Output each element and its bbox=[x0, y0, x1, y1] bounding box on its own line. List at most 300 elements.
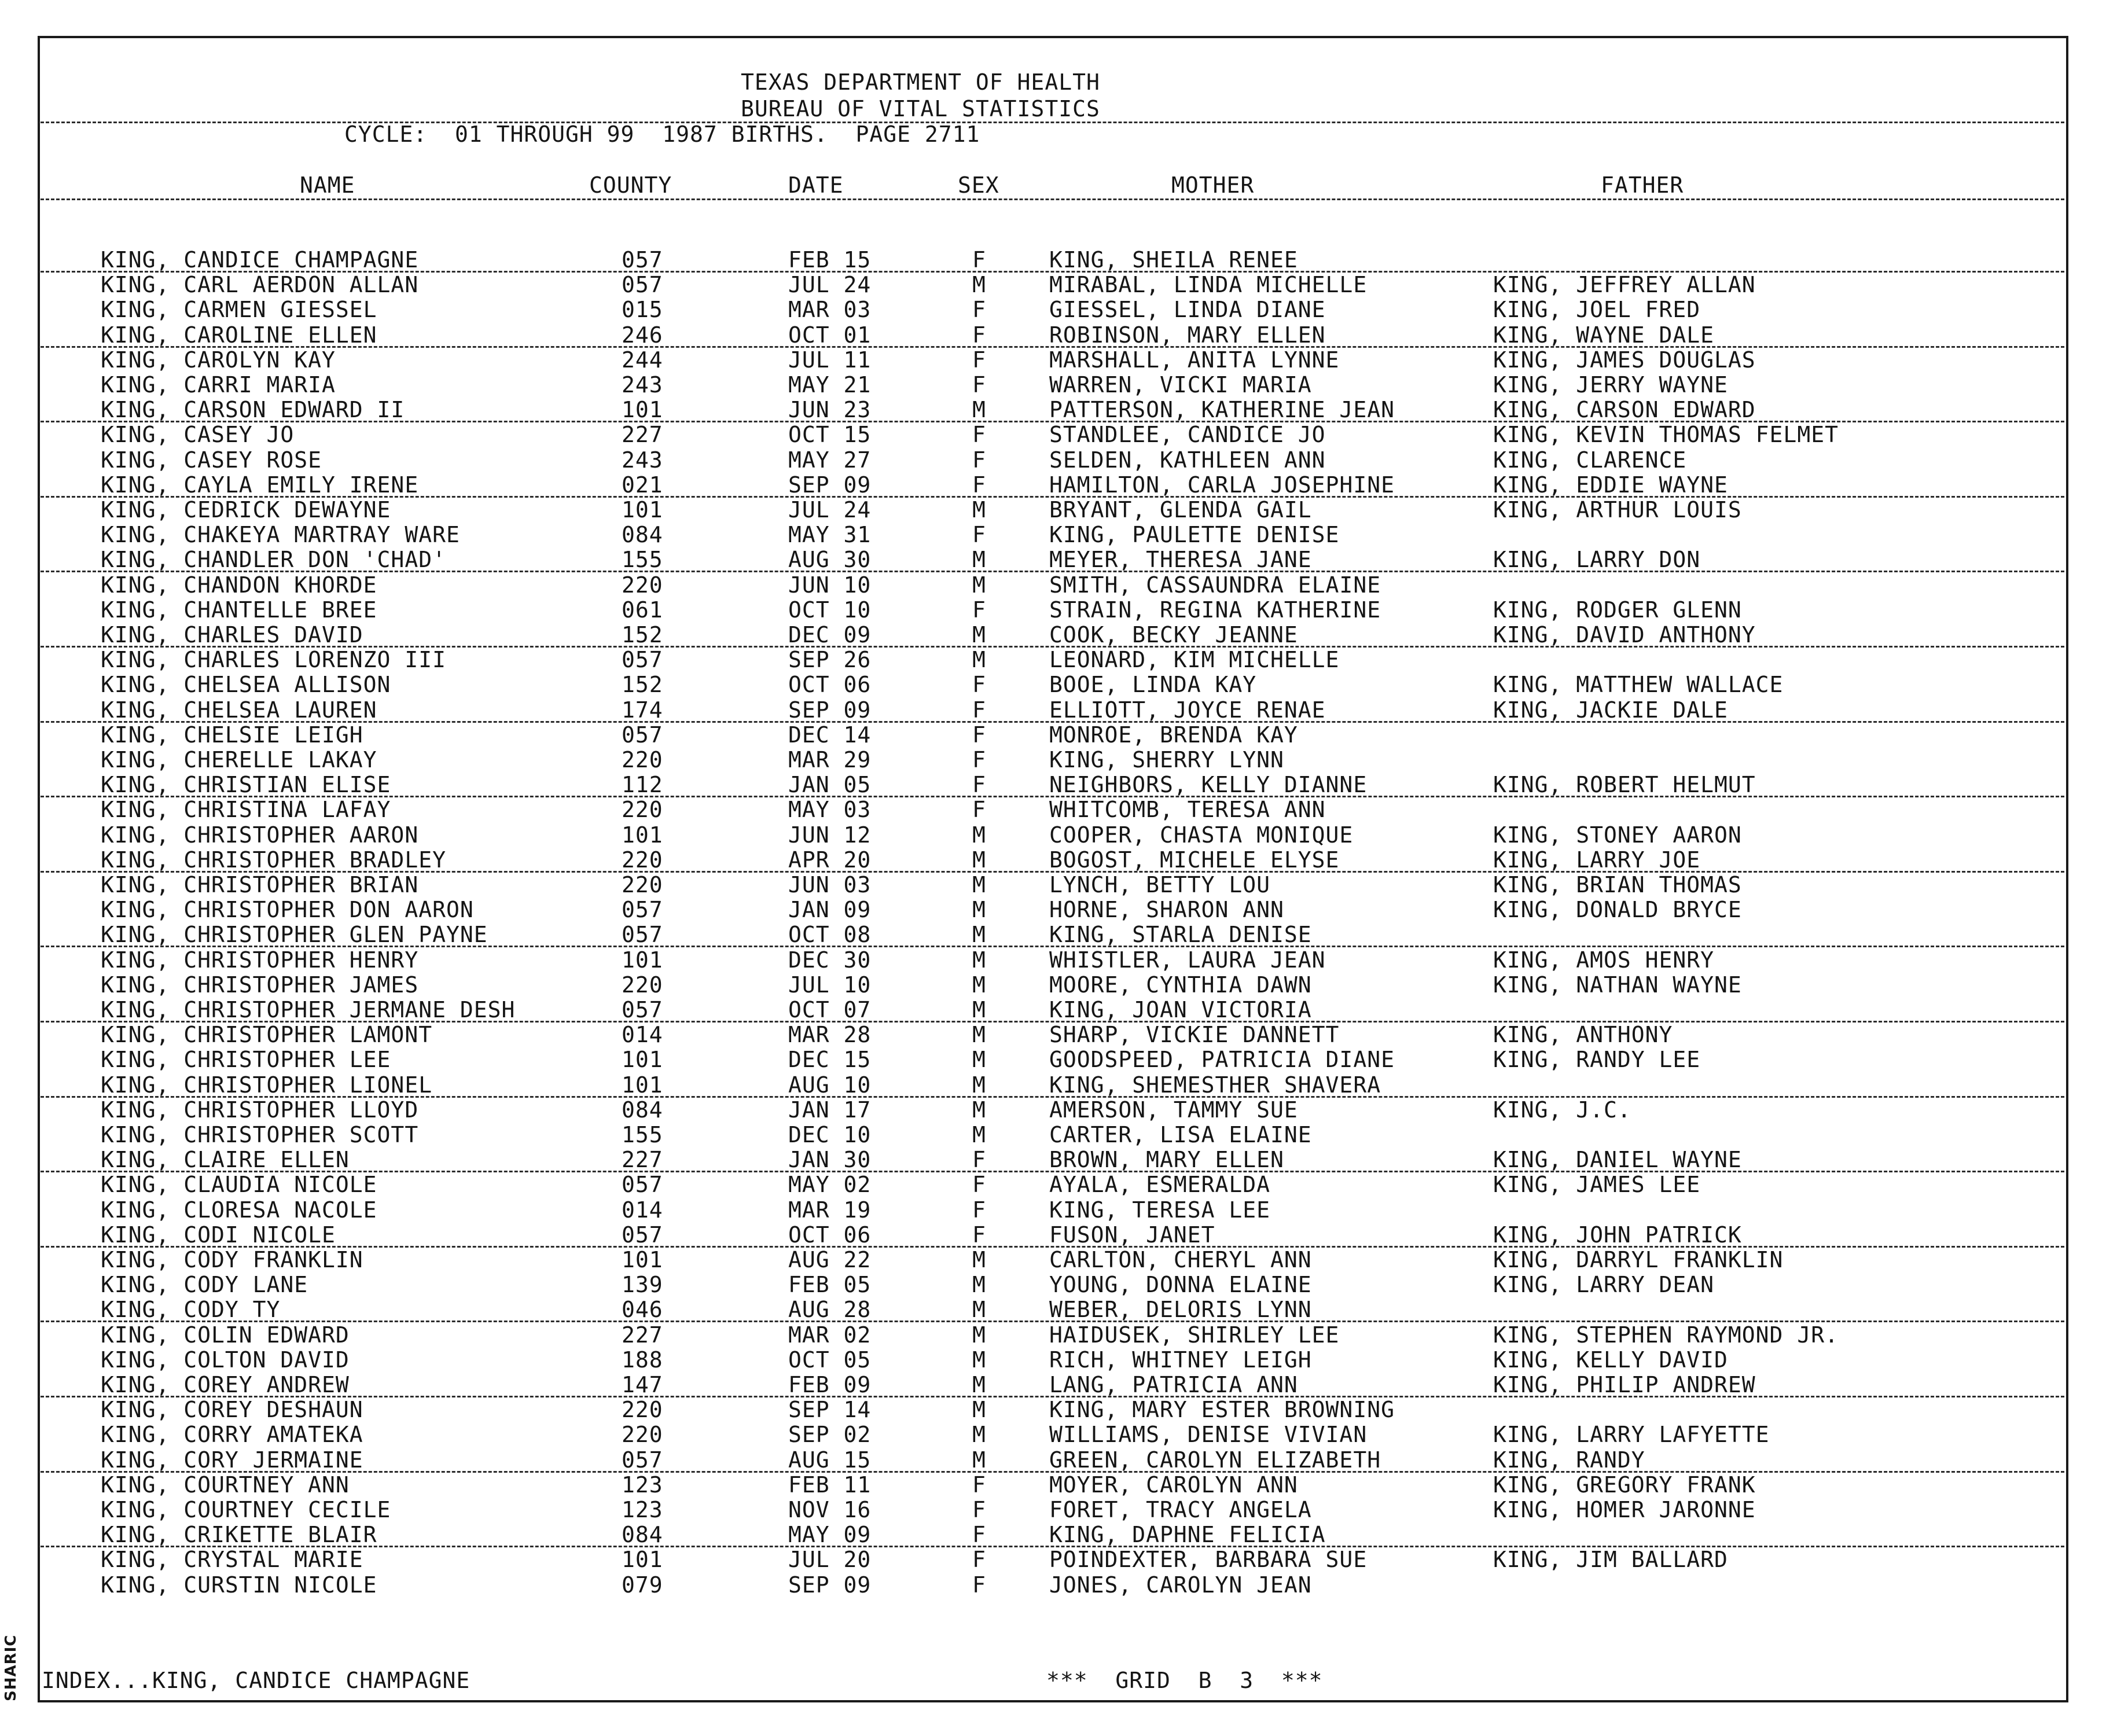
cell-mother: BROWN, MARY ELLEN bbox=[1049, 1147, 1284, 1173]
cell-date: JUN 03 bbox=[788, 872, 872, 898]
cell-name: KING, CRIKETTE BLAIR bbox=[101, 1522, 377, 1548]
cell-mother: AYALA, ESMERALDA bbox=[1049, 1172, 1271, 1198]
cell-name: KING, CARL AERDON ALLAN bbox=[101, 272, 419, 298]
cell-sex: F bbox=[972, 447, 986, 473]
cell-name: KING, CARRI MARIA bbox=[101, 372, 336, 398]
cell-mother: BOOE, LINDA KAY bbox=[1049, 672, 1257, 698]
table-row bbox=[0, 1272, 2106, 1297]
cell-date: OCT 06 bbox=[788, 1222, 872, 1248]
cell-name: KING, COREY DESHAUN bbox=[101, 1397, 363, 1423]
cell-mother: YOUNG, DONNA ELAINE bbox=[1049, 1272, 1312, 1298]
cell-county: 227 bbox=[622, 1322, 663, 1348]
cell-sex: M bbox=[972, 972, 986, 998]
cell-name: KING, CHRISTOPHER GLEN PAYNE bbox=[101, 922, 488, 948]
cell-date: AUG 28 bbox=[788, 1297, 872, 1323]
cell-father: KING, RANDY LEE bbox=[1493, 1047, 1701, 1073]
table-row bbox=[0, 1023, 2106, 1047]
table-row bbox=[0, 473, 2106, 498]
table-row bbox=[0, 998, 2106, 1023]
cell-mother: LANG, PATRICIA ANN bbox=[1049, 1372, 1298, 1397]
cell-mother: GOODSPEED, PATRICIA DIANE bbox=[1049, 1047, 1395, 1073]
cell-date: FEB 11 bbox=[788, 1472, 872, 1498]
col-header-father: FATHER bbox=[1601, 172, 1684, 198]
cell-county: 057 bbox=[622, 997, 663, 1023]
table-row bbox=[0, 1123, 2106, 1147]
cell-father: KING, CLARENCE bbox=[1493, 447, 1687, 473]
cell-date: MAY 02 bbox=[788, 1172, 872, 1198]
cell-mother: BOGOST, MICHELE ELYSE bbox=[1049, 847, 1340, 873]
cell-name: KING, CHRISTOPHER JERMANE DESH bbox=[101, 997, 516, 1023]
cell-county: 084 bbox=[622, 1522, 663, 1548]
cell-county: 220 bbox=[622, 747, 663, 773]
cell-sex: F bbox=[972, 1472, 986, 1498]
cell-name: KING, COLTON DAVID bbox=[101, 1347, 350, 1373]
cell-sex: M bbox=[972, 897, 986, 923]
cell-date: JAN 30 bbox=[788, 1147, 872, 1173]
cell-name: KING, CHRISTOPHER LEE bbox=[101, 1047, 391, 1073]
cell-county: 057 bbox=[622, 647, 663, 673]
table-row bbox=[0, 297, 2106, 322]
table-row bbox=[0, 1348, 2106, 1373]
cell-father: KING, ANTHONY bbox=[1493, 1022, 1673, 1048]
cell-father: KING, JIM BALLARD bbox=[1493, 1547, 1728, 1573]
cell-mother: WILLIAMS, DENISE VIVIAN bbox=[1049, 1422, 1368, 1448]
cell-sex: F bbox=[972, 347, 986, 373]
col-header-date: DATE bbox=[788, 172, 844, 198]
cell-sex: F bbox=[972, 1522, 986, 1548]
cell-sex: F bbox=[972, 747, 986, 773]
table-row bbox=[0, 1297, 2106, 1322]
header-subtitle: BUREAU OF VITAL STATISTICS bbox=[741, 96, 1100, 122]
cell-sex: M bbox=[972, 547, 986, 573]
cell-father: KING, PHILIP ANDREW bbox=[1493, 1372, 1756, 1397]
footer-grid: *** GRID B 3 *** bbox=[1046, 1668, 1323, 1693]
cell-mother: HAMILTON, CARLA JOSEPHINE bbox=[1049, 472, 1395, 498]
cell-father: KING, STEPHEN RAYMOND JR. bbox=[1493, 1322, 1839, 1348]
cell-date: AUG 10 bbox=[788, 1072, 872, 1098]
cell-date: MAR 19 bbox=[788, 1197, 872, 1223]
cell-sex: F bbox=[972, 472, 986, 498]
cell-sex: F bbox=[972, 1197, 986, 1223]
table-row bbox=[0, 273, 2106, 297]
cell-date: OCT 01 bbox=[788, 322, 872, 348]
table-row bbox=[0, 1373, 2106, 1397]
cell-mother: AMERSON, TAMMY SUE bbox=[1049, 1097, 1298, 1123]
cell-sex: M bbox=[972, 872, 986, 898]
cell-date: MAR 02 bbox=[788, 1322, 872, 1348]
cell-father: KING, MATTHEW WALLACE bbox=[1493, 672, 1784, 698]
table-row bbox=[0, 448, 2106, 473]
cell-name: KING, CODY FRANKLIN bbox=[101, 1247, 363, 1272]
cell-county: 227 bbox=[622, 422, 663, 448]
cell-mother: KING, MARY ESTER BROWNING bbox=[1049, 1397, 1395, 1423]
cell-mother: KING, JOAN VICTORIA bbox=[1049, 997, 1312, 1023]
cell-sex: M bbox=[972, 1047, 986, 1073]
table-row bbox=[0, 573, 2106, 598]
table-row bbox=[0, 1073, 2106, 1098]
cell-county: 101 bbox=[622, 1547, 663, 1573]
column-header-rule bbox=[41, 198, 2064, 200]
cell-name: KING, CHRISTINA LAFAY bbox=[101, 797, 391, 823]
cell-date: AUG 30 bbox=[788, 547, 872, 573]
cell-sex: M bbox=[972, 1347, 986, 1373]
cell-mother: KING, SHERRY LYNN bbox=[1049, 747, 1284, 773]
cell-name: KING, CHRISTIAN ELISE bbox=[101, 772, 391, 798]
cell-county: 057 bbox=[622, 272, 663, 298]
table-row bbox=[0, 898, 2106, 922]
cell-father: KING, J.C. bbox=[1493, 1097, 1631, 1123]
table-row bbox=[0, 1223, 2106, 1248]
cell-mother: POINDEXTER, BARBARA SUE bbox=[1049, 1547, 1368, 1573]
cell-county: 101 bbox=[622, 822, 663, 848]
table-row bbox=[0, 748, 2106, 773]
cell-name: KING, CEDRICK DEWAYNE bbox=[101, 497, 391, 523]
cell-date: JAN 09 bbox=[788, 897, 872, 923]
cell-county: 220 bbox=[622, 797, 663, 823]
cell-mother: SMITH, CASSAUNDRA ELAINE bbox=[1049, 572, 1381, 598]
cell-father: KING, KEVIN THOMAS FELMET bbox=[1493, 422, 1839, 448]
cell-county: 101 bbox=[622, 1047, 663, 1073]
table-row bbox=[0, 598, 2106, 623]
cell-county: 123 bbox=[622, 1497, 663, 1522]
cell-name: KING, CODY LANE bbox=[101, 1272, 308, 1298]
table-row bbox=[0, 1198, 2106, 1223]
cell-mother: KING, SHEILA RENEE bbox=[1049, 247, 1298, 273]
table-row bbox=[0, 797, 2106, 822]
table-row bbox=[0, 1422, 2106, 1447]
cell-name: KING, CARSON EDWARD II bbox=[101, 397, 405, 423]
cell-mother: GIESSEL, LINDA DIANE bbox=[1049, 297, 1326, 323]
header-title: TEXAS DEPARTMENT OF HEALTH bbox=[741, 69, 1100, 95]
cell-name: KING, CHRISTOPHER LAMONT bbox=[101, 1022, 433, 1048]
cell-county: 244 bbox=[622, 347, 663, 373]
cell-date: DEC 30 bbox=[788, 947, 872, 973]
cell-date: SEP 09 bbox=[788, 697, 872, 723]
cell-date: JUL 10 bbox=[788, 972, 872, 998]
cell-date: JUN 12 bbox=[788, 822, 872, 848]
cell-father: KING, JOHN PATRICK bbox=[1493, 1222, 1742, 1248]
table-row bbox=[0, 398, 2106, 422]
cell-county: 243 bbox=[622, 372, 663, 398]
cell-sex: F bbox=[972, 1147, 986, 1173]
table-row bbox=[0, 623, 2106, 648]
cell-name: KING, CHRISTOPHER BRADLEY bbox=[101, 847, 446, 873]
cell-mother: HAIDUSEK, SHIRLEY LEE bbox=[1049, 1322, 1340, 1348]
cell-sex: M bbox=[972, 1247, 986, 1272]
cell-county: 021 bbox=[622, 472, 663, 498]
table-row bbox=[0, 1448, 2106, 1473]
cell-date: MAY 09 bbox=[788, 1522, 872, 1548]
cell-sex: M bbox=[972, 572, 986, 598]
cell-county: 014 bbox=[622, 1197, 663, 1223]
cell-mother: BRYANT, GLENDA GAIL bbox=[1049, 497, 1312, 523]
cell-date: JUL 11 bbox=[788, 347, 872, 373]
cell-sex: M bbox=[972, 922, 986, 948]
cell-father: KING, DAVID ANTHONY bbox=[1493, 622, 1756, 648]
cell-name: KING, COLIN EDWARD bbox=[101, 1322, 350, 1348]
cell-father: KING, JACKIE DALE bbox=[1493, 697, 1728, 723]
cell-name: KING, CHELSEA LAUREN bbox=[101, 697, 377, 723]
cell-father: KING, GREGORY FRANK bbox=[1493, 1472, 1756, 1498]
cell-sex: F bbox=[972, 597, 986, 623]
cell-father: KING, ARTHUR LOUIS bbox=[1493, 497, 1742, 523]
cell-sex: F bbox=[972, 1222, 986, 1248]
cell-name: KING, CHRISTOPHER BRIAN bbox=[101, 872, 419, 898]
table-row bbox=[0, 1172, 2106, 1197]
cell-county: 101 bbox=[622, 497, 663, 523]
cell-date: MAY 21 bbox=[788, 372, 872, 398]
cell-county: 112 bbox=[622, 772, 663, 798]
cell-sex: M bbox=[972, 947, 986, 973]
cell-county: 220 bbox=[622, 847, 663, 873]
cell-sex: F bbox=[972, 672, 986, 698]
cell-county: 057 bbox=[622, 897, 663, 923]
cell-mother: COOPER, CHASTA MONIQUE bbox=[1049, 822, 1354, 848]
cell-father: KING, LARRY DEAN bbox=[1493, 1272, 1715, 1298]
cell-county: 220 bbox=[622, 972, 663, 998]
cell-mother: NEIGHBORS, KELLY DIANNE bbox=[1049, 772, 1368, 798]
cell-date: OCT 08 bbox=[788, 922, 872, 948]
cell-mother: RICH, WHITNEY LEIGH bbox=[1049, 1347, 1312, 1373]
footer-index: INDEX...KING, CANDICE CHAMPAGNE bbox=[42, 1668, 471, 1693]
cell-sex: F bbox=[972, 422, 986, 448]
cell-mother: MARSHALL, ANITA LYNNE bbox=[1049, 347, 1340, 373]
cell-mother: KING, STARLA DENISE bbox=[1049, 922, 1312, 948]
cell-mother: COOK, BECKY JEANNE bbox=[1049, 622, 1298, 648]
cell-sex: M bbox=[972, 847, 986, 873]
cell-name: KING, COURTNEY ANN bbox=[101, 1472, 350, 1498]
cell-county: 101 bbox=[622, 1247, 663, 1272]
cell-county: 061 bbox=[622, 597, 663, 623]
cell-mother: ELLIOTT, JOYCE RENAE bbox=[1049, 697, 1326, 723]
cell-mother: ROBINSON, MARY ELLEN bbox=[1049, 322, 1326, 348]
cell-sex: M bbox=[972, 1447, 986, 1473]
cell-sex: F bbox=[972, 297, 986, 323]
cell-name: KING, CHAKEYA MARTRAY WARE bbox=[101, 522, 460, 548]
cell-county: 015 bbox=[622, 297, 663, 323]
table-row bbox=[0, 672, 2106, 697]
cell-county: 084 bbox=[622, 1097, 663, 1123]
cell-mother: GREEN, CAROLYN ELIZABETH bbox=[1049, 1447, 1381, 1473]
cell-date: SEP 26 bbox=[788, 647, 872, 673]
cell-sex: M bbox=[972, 997, 986, 1023]
cell-date: JUL 20 bbox=[788, 1547, 872, 1573]
cell-sex: M bbox=[972, 1322, 986, 1348]
cell-sex: F bbox=[972, 1172, 986, 1198]
table-row bbox=[0, 848, 2106, 873]
table-row bbox=[0, 1547, 2106, 1572]
cell-county: 057 bbox=[622, 247, 663, 273]
cell-county: 227 bbox=[622, 1147, 663, 1173]
cell-name: KING, CHELSIE LEIGH bbox=[101, 722, 363, 748]
cell-mother: FUSON, JANET bbox=[1049, 1222, 1215, 1248]
cell-county: 155 bbox=[622, 547, 663, 573]
table-row bbox=[0, 498, 2106, 523]
cell-father: KING, JERRY WAYNE bbox=[1493, 372, 1728, 398]
cell-county: 220 bbox=[622, 1397, 663, 1423]
table-row bbox=[0, 773, 2106, 797]
cell-county: 057 bbox=[622, 1222, 663, 1248]
cell-name: KING, CHANTELLE BREE bbox=[101, 597, 377, 623]
cell-county: 155 bbox=[622, 1122, 663, 1147]
cell-name: KING, CAYLA EMILY IRENE bbox=[101, 472, 419, 498]
cell-date: SEP 14 bbox=[788, 1397, 872, 1423]
cell-mother: WEBER, DELORIS LYNN bbox=[1049, 1297, 1312, 1323]
cell-date: OCT 05 bbox=[788, 1347, 872, 1373]
cell-county: 101 bbox=[622, 1072, 663, 1098]
cell-date: SEP 02 bbox=[788, 1422, 872, 1448]
cell-father: KING, JAMES LEE bbox=[1493, 1172, 1701, 1198]
cell-mother: WHITCOMB, TERESA ANN bbox=[1049, 797, 1326, 823]
cell-date: JUN 23 bbox=[788, 397, 872, 423]
cell-county: 101 bbox=[622, 397, 663, 423]
table-row bbox=[0, 248, 2106, 273]
cell-sex: M bbox=[972, 1072, 986, 1098]
cell-mother: LYNCH, BETTY LOU bbox=[1049, 872, 1271, 898]
cell-date: FEB 09 bbox=[788, 1372, 872, 1397]
cell-name: KING, CHANDLER DON 'CHAD' bbox=[101, 547, 446, 573]
cell-name: KING, CASEY JO bbox=[101, 422, 295, 448]
cell-father: KING, JAMES DOUGLAS bbox=[1493, 347, 1756, 373]
table-row bbox=[0, 523, 2106, 547]
cell-father: KING, HOMER JARONNE bbox=[1493, 1497, 1756, 1522]
cell-name: KING, CANDICE CHAMPAGNE bbox=[101, 247, 419, 273]
cell-county: 152 bbox=[622, 622, 663, 648]
cell-mother: MOORE, CYNTHIA DAWN bbox=[1049, 972, 1312, 998]
cell-sex: F bbox=[972, 797, 986, 823]
cell-county: 220 bbox=[622, 572, 663, 598]
cell-sex: M bbox=[972, 1122, 986, 1147]
cell-county: 246 bbox=[622, 322, 663, 348]
cell-name: KING, CHRISTOPHER SCOTT bbox=[101, 1122, 419, 1147]
cell-sex: M bbox=[972, 1422, 986, 1448]
cell-county: 101 bbox=[622, 947, 663, 973]
cell-name: KING, CHARLES DAVID bbox=[101, 622, 363, 648]
cell-sex: F bbox=[972, 1497, 986, 1522]
cell-county: 243 bbox=[622, 447, 663, 473]
cell-county: 046 bbox=[622, 1297, 663, 1323]
cell-date: SEP 09 bbox=[788, 472, 872, 498]
cell-date: MAY 03 bbox=[788, 797, 872, 823]
cell-father: KING, NATHAN WAYNE bbox=[1493, 972, 1742, 998]
cell-county: 084 bbox=[622, 522, 663, 548]
cell-county: 174 bbox=[622, 697, 663, 723]
cell-father: KING, BRIAN THOMAS bbox=[1493, 872, 1742, 898]
cell-sex: F bbox=[972, 522, 986, 548]
cell-father: KING, CARSON EDWARD bbox=[1493, 397, 1756, 423]
cell-name: KING, COURTNEY CECILE bbox=[101, 1497, 391, 1522]
cell-county: 220 bbox=[622, 1422, 663, 1448]
cell-date: JUL 24 bbox=[788, 497, 872, 523]
table-row bbox=[0, 1147, 2106, 1172]
cell-name: KING, CHRISTOPHER JAMES bbox=[101, 972, 419, 998]
header-cycle: CYCLE: 01 THROUGH 99 1987 BIRTHS. PAGE 2711 bbox=[344, 122, 980, 147]
cell-name: KING, CAROLYN KAY bbox=[101, 347, 336, 373]
cell-father: KING, LARRY JOE bbox=[1493, 847, 1701, 873]
cell-date: MAR 29 bbox=[788, 747, 872, 773]
cell-mother: FORET, TRACY ANGELA bbox=[1049, 1497, 1312, 1522]
cell-county: 139 bbox=[622, 1272, 663, 1298]
cell-date: OCT 06 bbox=[788, 672, 872, 698]
cell-date: FEB 05 bbox=[788, 1272, 872, 1298]
cell-father: KING, LARRY DON bbox=[1493, 547, 1701, 573]
cell-mother: LEONARD, KIM MICHELLE bbox=[1049, 647, 1340, 673]
cell-date: MAR 28 bbox=[788, 1022, 872, 1048]
cell-father: KING, JOEL FRED bbox=[1493, 297, 1701, 323]
table-row bbox=[0, 648, 2106, 672]
cell-mother: STANDLEE, CANDICE JO bbox=[1049, 422, 1326, 448]
cell-county: 057 bbox=[622, 722, 663, 748]
cell-name: KING, CASEY ROSE bbox=[101, 447, 322, 473]
cell-mother: KING, TERESA LEE bbox=[1049, 1197, 1271, 1223]
table-row bbox=[0, 1573, 2106, 1598]
cell-father: KING, LARRY LAFYETTE bbox=[1493, 1422, 1770, 1448]
cell-sex: M bbox=[972, 647, 986, 673]
cell-name: KING, CAROLINE ELLEN bbox=[101, 322, 377, 348]
cell-mother: SHARP, VICKIE DANNETT bbox=[1049, 1022, 1340, 1048]
table-row bbox=[0, 323, 2106, 348]
cell-date: MAY 31 bbox=[788, 522, 872, 548]
cell-father: KING, STONEY AARON bbox=[1493, 822, 1742, 848]
cell-date: FEB 15 bbox=[788, 247, 872, 273]
cell-date: DEC 14 bbox=[788, 722, 872, 748]
side-label: SHARIC bbox=[2, 1634, 20, 1701]
table-row bbox=[0, 1522, 2106, 1547]
cell-name: KING, CHRISTOPHER DON AARON bbox=[101, 897, 474, 923]
cell-name: KING, CLAIRE ELLEN bbox=[101, 1147, 350, 1173]
cell-sex: F bbox=[972, 247, 986, 273]
cell-name: KING, CARMEN GIESSEL bbox=[101, 297, 377, 323]
table-row bbox=[0, 1098, 2106, 1123]
cell-name: KING, CODI NICOLE bbox=[101, 1222, 336, 1248]
table-row bbox=[0, 348, 2106, 373]
cell-date: OCT 10 bbox=[788, 597, 872, 623]
cell-mother: MOYER, CAROLYN ANN bbox=[1049, 1472, 1298, 1498]
cell-county: 147 bbox=[622, 1372, 663, 1397]
cell-name: KING, CORY JERMAINE bbox=[101, 1447, 363, 1473]
cell-date: JUL 24 bbox=[788, 272, 872, 298]
cell-name: KING, CHRISTOPHER LLOYD bbox=[101, 1097, 419, 1123]
cell-name: KING, CLAUDIA NICOLE bbox=[101, 1172, 377, 1198]
cell-mother: CARLTON, CHERYL ANN bbox=[1049, 1247, 1312, 1272]
cell-date: DEC 09 bbox=[788, 622, 872, 648]
cell-date: JAN 17 bbox=[788, 1097, 872, 1123]
cell-father: KING, JEFFREY ALLAN bbox=[1493, 272, 1756, 298]
cell-sex: M bbox=[972, 1372, 986, 1397]
table-row bbox=[0, 1248, 2106, 1272]
cell-date: OCT 07 bbox=[788, 997, 872, 1023]
cell-date: DEC 10 bbox=[788, 1122, 872, 1147]
cell-father: KING, RODGER GLENN bbox=[1493, 597, 1742, 623]
cell-name: KING, CORRY AMATEKA bbox=[101, 1422, 363, 1448]
table-row bbox=[0, 723, 2106, 748]
cell-mother: KING, PAULETTE DENISE bbox=[1049, 522, 1340, 548]
cell-name: KING, CLORESA NACOLE bbox=[101, 1197, 377, 1223]
table-row bbox=[0, 1473, 2106, 1498]
cell-sex: M bbox=[972, 822, 986, 848]
cell-date: AUG 15 bbox=[788, 1447, 872, 1473]
col-header-county: COUNTY bbox=[589, 172, 672, 198]
cell-mother: HORNE, SHARON ANN bbox=[1049, 897, 1284, 923]
table-row bbox=[0, 922, 2106, 947]
cell-father: KING, KELLY DAVID bbox=[1493, 1347, 1728, 1373]
cell-county: 152 bbox=[622, 672, 663, 698]
cell-date: OCT 15 bbox=[788, 422, 872, 448]
cell-name: KING, CHELSEA ALLISON bbox=[101, 672, 391, 698]
cell-name: KING, CHRISTOPHER LIONEL bbox=[101, 1072, 433, 1098]
cell-date: JUN 10 bbox=[788, 572, 872, 598]
cell-sex: M bbox=[972, 1097, 986, 1123]
